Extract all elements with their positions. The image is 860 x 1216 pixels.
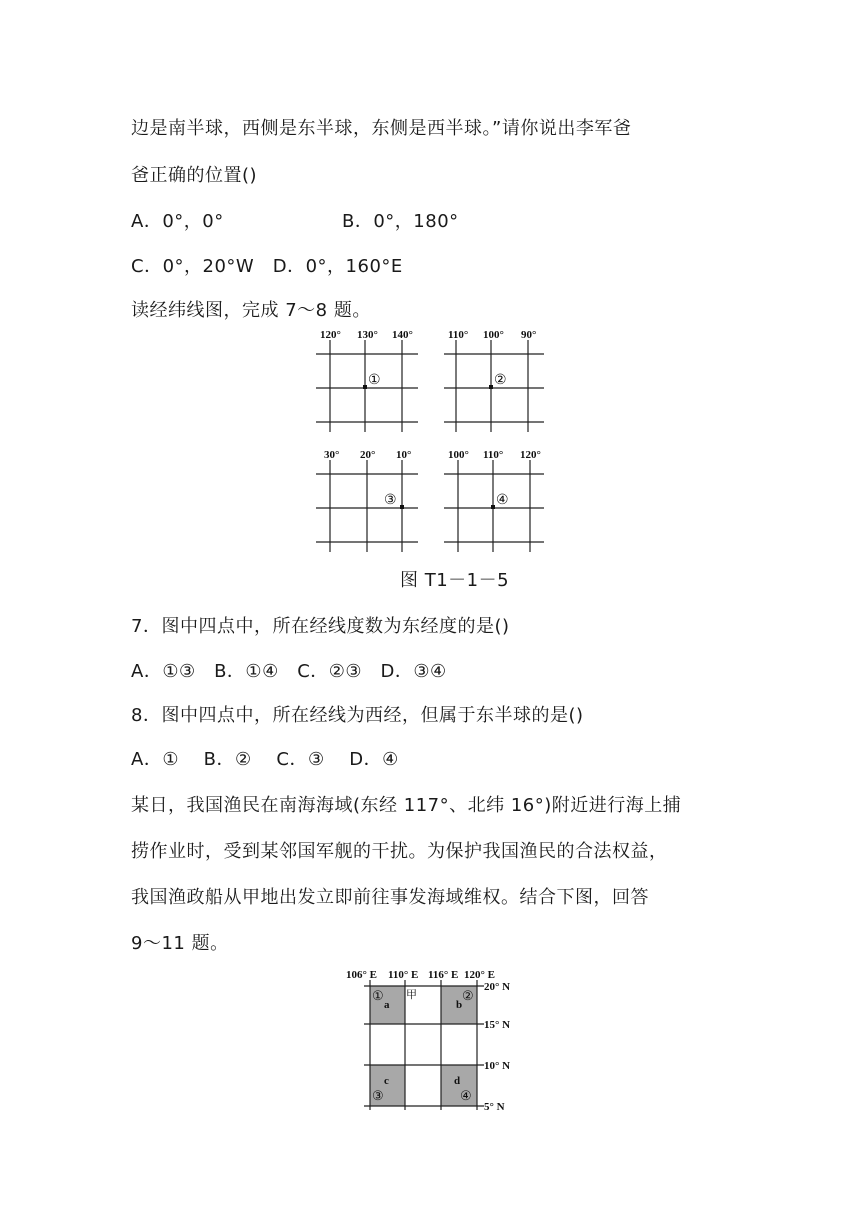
g2-label-2: 100° bbox=[483, 329, 504, 341]
passage-line-4: 9～11 题。 bbox=[131, 933, 229, 954]
lat-long-grid-figure bbox=[310, 326, 550, 556]
lon-label-116: 116° E bbox=[428, 969, 459, 981]
cell-letter-d: d bbox=[454, 1075, 461, 1087]
lat-label-5: 5° N bbox=[484, 1101, 505, 1113]
cell-marker-3: ③ bbox=[372, 1088, 384, 1103]
passage-line-3: 我国渔政船从甲地出发立即前往事发海域维权。结合下图，回答 bbox=[131, 887, 649, 908]
g4-label-2: 110° bbox=[483, 449, 504, 461]
g4-label-3: 120° bbox=[520, 449, 541, 461]
g2-label-1: 110° bbox=[448, 329, 469, 341]
g2-label-3: 90° bbox=[521, 329, 537, 341]
g1-label-1: 120° bbox=[320, 329, 341, 341]
passage-line-1: 某日，我国渔民在南海海域(东经 117°、北纬 16°)附近进行海上捕 bbox=[131, 795, 682, 816]
point-1 bbox=[363, 385, 367, 389]
g3-label-3: 10° bbox=[396, 449, 412, 461]
option-line-B: B．0°，180° bbox=[342, 211, 459, 232]
jia-label: 甲 bbox=[406, 989, 417, 1001]
g1-label-3: 140° bbox=[392, 329, 413, 341]
cell-marker-1: ① bbox=[372, 988, 384, 1003]
marker-2: ② bbox=[494, 373, 507, 388]
point-2 bbox=[489, 385, 493, 389]
marker-3: ③ bbox=[384, 493, 397, 508]
g3-label-1: 30° bbox=[324, 449, 340, 461]
point-3 bbox=[400, 505, 404, 509]
south-sea-grid-figure bbox=[344, 964, 524, 1114]
figure-caption: 图 T1－1－5 bbox=[400, 570, 510, 591]
lat-label-10: 10° N bbox=[484, 1060, 511, 1072]
point-4 bbox=[491, 505, 495, 509]
cell-marker-2: ② bbox=[462, 988, 474, 1003]
question-7: 7．图中四点中，所在经线度数为东经度的是() bbox=[131, 616, 510, 637]
g4-label-1: 100° bbox=[448, 449, 469, 461]
lat-label-15: 15° N bbox=[484, 1019, 511, 1031]
marker-4: ④ bbox=[496, 493, 509, 508]
passage-line-2: 捞作业时，受到某邻国军舰的干扰。为保护我国渔民的合法权益， bbox=[131, 841, 668, 862]
g3-label-2: 20° bbox=[360, 449, 376, 461]
cell-letter-a: a bbox=[384, 999, 390, 1011]
marker-1: ① bbox=[368, 373, 381, 388]
cell-letter-c: c bbox=[384, 1075, 389, 1087]
cell-marker-4: ④ bbox=[460, 1088, 472, 1103]
text-line-1: 边是南半球，西侧是东半球，东侧是西半球。”请你说出李军爸 bbox=[131, 118, 632, 139]
cell-letter-b: b bbox=[456, 999, 463, 1011]
option-line-CD: C．0°，20°W D．0°，160°E bbox=[131, 256, 403, 277]
lon-label-120: 120° E bbox=[464, 969, 495, 981]
text-line-2: 爸正确的位置() bbox=[131, 165, 258, 186]
lon-label-110: 110° E bbox=[388, 969, 419, 981]
instruction-line: 读经纬线图，完成 7～8 题。 bbox=[131, 300, 371, 321]
g1-label-2: 130° bbox=[357, 329, 378, 341]
question-8: 8．图中四点中，所在经线为西经，但属于东半球的是() bbox=[131, 705, 584, 726]
option-line-A: A．0°，0° bbox=[131, 211, 224, 232]
lon-label-106: 106° E bbox=[346, 969, 377, 981]
lat-label-20: 20° N bbox=[484, 981, 511, 993]
question-7-options: A．①③ B．①④ C．②③ D．③④ bbox=[131, 661, 447, 682]
question-8-options: A．① B．② C．③ D．④ bbox=[131, 749, 399, 770]
